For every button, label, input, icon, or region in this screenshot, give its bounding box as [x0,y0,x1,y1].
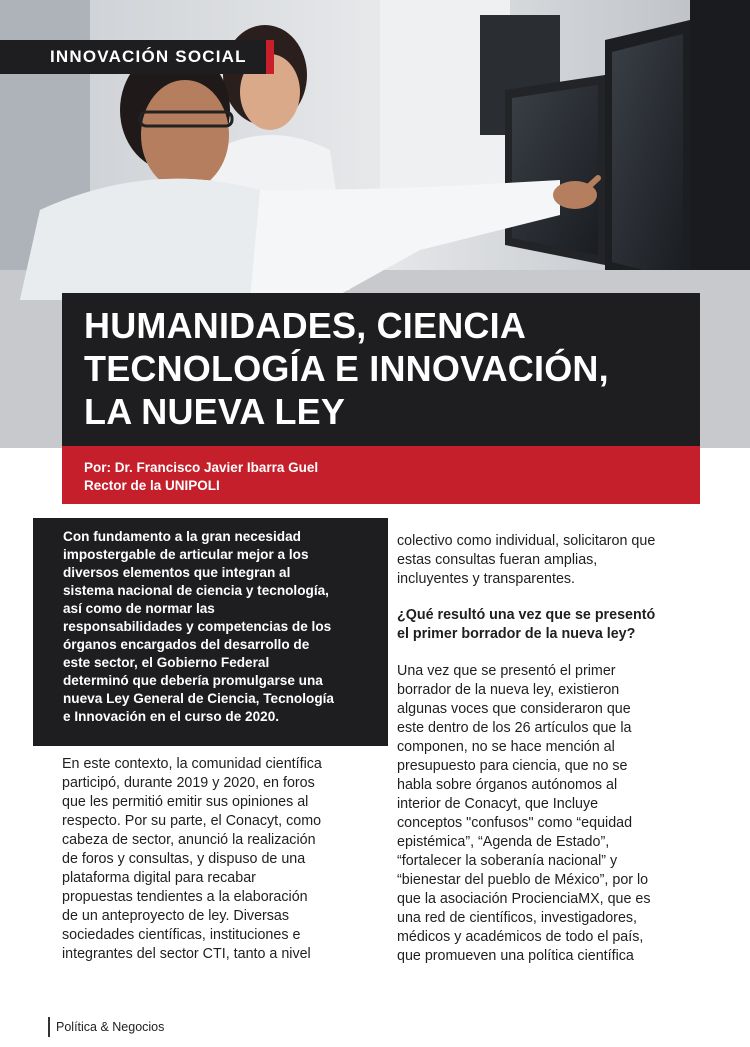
headline-line: TECNOLOGÍA E INNOVACIÓN, [84,348,609,389]
body-line: integrantes del sector CTI, tanto a nivel [62,946,311,962]
lead-line: así como de normar las [63,601,215,616]
body-line: componen, no se hace mención al [397,739,615,755]
lead-line: e Innovación en el curso de 2020. [63,709,280,724]
body-line: propuestas tendientes a la elaboración [62,889,308,905]
headline-box [62,293,700,446]
body-line: colectivo como individual, solicitaron que [397,533,656,549]
body-line: habla sobre órganos autónomos al [397,777,618,793]
body-line: epistémica”, “Agenda de Estado”, [397,834,610,850]
lead-line: nueva Ley General de Ciencia, Tecnología [63,691,334,706]
body-line: algunas voces que consideraron que [397,701,631,717]
headline-line: LA NUEVA LEY [84,391,346,432]
headline-line: HUMANIDADES, CIENCIA [84,305,527,346]
lead-line: responsabilidades y competencias de los [63,619,332,634]
section-tag-accent [266,40,274,74]
lead-line: impostergable de articular mejor a los [63,547,309,562]
body-line: plataforma digital para recabar [62,870,256,886]
byline-role: Rector de la UNIPOLI [84,478,220,493]
body-line: “fortalecer la soberanía nacional” y [397,853,618,869]
lead-line: este sector, el Gobierno Federal [63,655,270,670]
body-line: sociedades científicas, instituciones e [62,927,301,943]
body-line: que promueven una política científica [397,948,634,964]
lead-line: sistema nacional de ciencia y tecnología, [63,583,329,598]
body-line: respecto. Por su parte, el Conacyt, como [62,813,322,829]
body-line: una red de científicos, investigadores, [397,910,638,926]
lead-line: determinó que debería promulgarse una [63,673,323,688]
body-line: borrador de la nueva ley, existieron [397,682,620,698]
body-line: conceptos "confusos" como “equidad [397,815,633,831]
body-line: En este contexto, la comunidad científica [62,756,322,772]
body-line: incluyentes y transparentes. [397,571,576,587]
section-tag [0,40,274,74]
right-column [397,532,727,962]
body-line: “bienestar del pueblo de México”, por lo [397,872,649,888]
body-line: médicos y académicos de todo el país, [397,929,644,945]
byline-author: Por: Dr. Francisco Javier Ibarra Guel [84,460,319,475]
body-line: Una vez que se presentó el primer [397,663,616,679]
body-line: de un anteproyecto de ley. Diversas [62,908,290,924]
body-line: que les permitió emitir sus opiniones al [62,794,309,810]
body-line: participó, durante 2019 y 2020, en foros [62,775,315,791]
body-line: interior de Conacyt, que Incluye [397,796,599,812]
footer-publication: Política & Negocios [56,1020,165,1034]
section-tag-label: INNOVACIÓN SOCIAL [50,47,247,66]
page-footer [48,1016,164,1038]
subheading-line: ¿Qué resultó una vez que se presentó [397,607,656,623]
lead-line: diversos elementos que integran al [63,565,291,580]
byline-box [62,446,700,504]
subheading-line: el primer borrador de la nueva ley? [397,626,636,642]
body-line: presupuesto para ciencia, que no se [397,758,628,774]
left-column [62,755,382,965]
lead-line: Con fundamento a la gran necesidad [63,529,301,544]
body-line: estas consultas fueran amplias, [397,552,598,568]
footer-rule [48,1017,50,1037]
body-line: que la asociación ProcienciaMX, que es [397,891,651,907]
body-line: cabeza de sector, anunció la realización [62,832,316,848]
lead-paragraph-box [33,518,388,746]
body-line: este dentro de los 26 artículos que la [397,720,632,736]
lead-line: órganos encargados del desarrollo de [63,637,310,652]
body-line: de foros y consultas, y dispuso de una [62,851,306,867]
